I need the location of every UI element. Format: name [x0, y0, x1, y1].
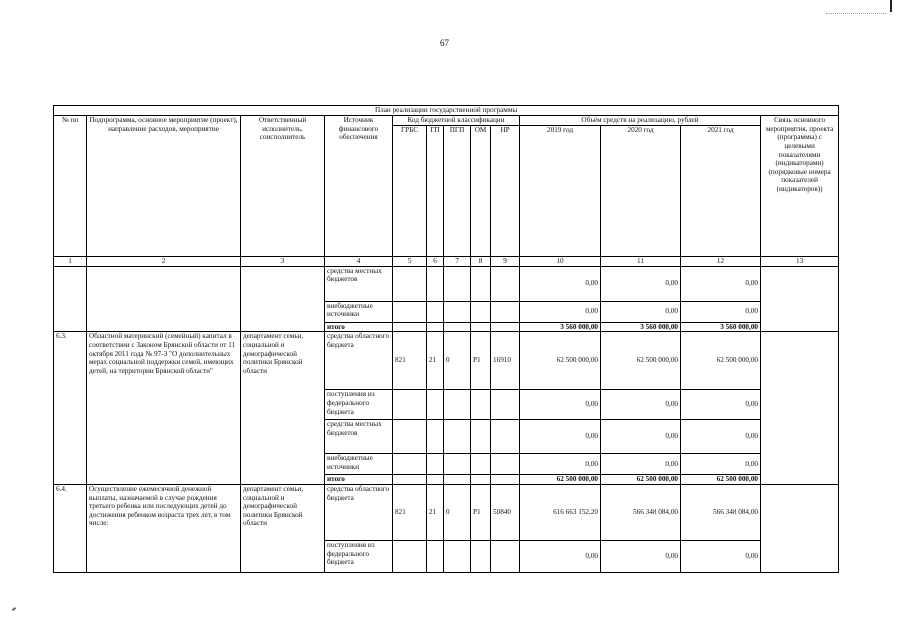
amount-2021: 0,00	[681, 301, 761, 322]
col-number: 8	[471, 257, 491, 267]
item-number: 6.3.	[54, 332, 87, 485]
item-responsible: департамент семьи, социальной и демографической политики Брянской области	[241, 332, 325, 485]
amount-2019: 0,00	[520, 266, 601, 301]
amount-2019: 0,00	[520, 301, 601, 322]
amount-2021: 0,00	[681, 420, 761, 454]
prev-name-cell	[87, 266, 241, 332]
amount-2020: 0,00	[601, 301, 681, 322]
plan-table	[53, 105, 839, 573]
header-gp: ГП	[427, 126, 444, 257]
page-number: 67	[440, 38, 449, 48]
header-2019: 2019 год	[520, 126, 601, 257]
amount-2019: 0,00	[520, 420, 601, 454]
header-pgp: ПГП	[444, 126, 471, 257]
amount-2021: 0,00	[681, 390, 761, 420]
amount-2021: 62 500 000,00	[681, 332, 761, 390]
header-budget-code: Код бюджетной классификации	[393, 116, 520, 126]
om-code: Р1	[471, 484, 491, 540]
item-name: Осуществление ежемесячной денежной выплаты, назначаемой в случае рождения третьего ребенка или последующих детей до достижения ребенком возраста трех лет, в том числе:	[87, 484, 241, 572]
amount-2021: 0,00	[681, 266, 761, 301]
source-cell: внебюджетные источники	[325, 301, 393, 322]
col-number: 3	[241, 257, 325, 267]
source-cell: средства местных бюджетов	[325, 266, 393, 301]
total-label: итого	[325, 475, 393, 485]
total-2019: 62 500 000,00	[520, 475, 601, 485]
header-num: № пп	[54, 116, 87, 257]
grbs-code: 821	[393, 332, 427, 390]
source-cell: поступления из федерального бюджета	[325, 540, 393, 572]
scan-mark	[890, 0, 892, 12]
header-volume: Объём средств на реализацию, рублей	[520, 116, 761, 126]
amount-2019: 0,00	[520, 390, 601, 420]
om-code: Р1	[471, 332, 491, 390]
prev-num-cell	[54, 266, 87, 332]
header-om: ОМ	[471, 126, 491, 257]
col-number: 5	[393, 257, 427, 267]
amount-2021: 0,00	[681, 454, 761, 475]
source-cell: средства местных бюджетов	[325, 420, 393, 454]
amount-2021: 0,00	[681, 540, 761, 572]
amount-2020: 566 348 084,00	[601, 484, 681, 540]
amount-2019: 0,00	[520, 540, 601, 572]
np-code: 16910	[491, 332, 520, 390]
gp-code: 21	[427, 484, 444, 540]
item-name: Областной материнский (семейный) капитал в соответствии с Законом Брянской области от 11 октября 2011 года № 97-З "О дополнительных мерах социальной поддержки семей, имеющих детей, на территории Брянской области"	[87, 332, 241, 485]
col-number: 4	[325, 257, 393, 267]
link-cell	[761, 484, 839, 572]
total-2019: 3 560 000,00	[520, 322, 601, 332]
col-number: 10	[520, 257, 601, 267]
source-cell: внебюджетные источники	[325, 454, 393, 475]
np-code: 50840	[491, 484, 520, 540]
amount-2020: 0,00	[601, 454, 681, 475]
col-number: 13	[761, 257, 839, 267]
col-number: 7	[444, 257, 471, 267]
amount-2019: 0,00	[520, 454, 601, 475]
total-2021: 3 560 000,00	[681, 322, 761, 332]
amount-2020: 0,00	[601, 540, 681, 572]
prev-responsible-cell	[241, 266, 325, 332]
pgp-code: 0	[444, 332, 471, 390]
col-number: 11	[601, 257, 681, 267]
amount-2021: 566 348 084,00	[681, 484, 761, 540]
header-grbs: ГРБС	[393, 126, 427, 257]
scan-dots	[826, 13, 886, 14]
col-number: 2	[87, 257, 241, 267]
header-2021: 2021 год	[681, 126, 761, 257]
header-source: Источник финансового обеспечения	[325, 116, 393, 257]
gp-code: 21	[427, 332, 444, 390]
col-number: 9	[491, 257, 520, 267]
amount-2020: 0,00	[601, 420, 681, 454]
item-number: 6.4.	[54, 484, 87, 572]
item-responsible: департамент семьи, социальной и демографической политики Брянской области	[241, 484, 325, 572]
amount-2019: 62 500 000,00	[520, 332, 601, 390]
total-label: итого	[325, 322, 393, 332]
link-cell	[761, 266, 839, 332]
amount-2020: 0,00	[601, 390, 681, 420]
header-2020: 2020 год	[601, 126, 681, 257]
source-cell: средства областного бюджета	[325, 332, 393, 390]
col-number: 12	[681, 257, 761, 267]
amount-2019: 616 663 152,20	[520, 484, 601, 540]
amount-2020: 0,00	[601, 266, 681, 301]
header-responsible: Ответственный исполнитель, соисполнитель	[241, 116, 325, 257]
pgp-code: 0	[444, 484, 471, 540]
source-cell: поступления из федерального бюджета	[325, 390, 393, 420]
col-number: 1	[54, 257, 87, 267]
header-np: НР	[491, 126, 520, 257]
table-title: План реализации государственной программы	[54, 106, 839, 116]
link-cell	[761, 332, 839, 485]
grbs-code: 821	[393, 484, 427, 540]
scan-speck	[12, 607, 16, 611]
total-2020: 3 560 000,00	[601, 322, 681, 332]
total-2021: 62 500 000,00	[681, 475, 761, 485]
col-number: 6	[427, 257, 444, 267]
header-link: Связь основного мероприятия, проекта (программы) с целевыми показателями (индикаторами) (порядковые номера показателей (индикаторов))	[761, 116, 839, 257]
header-subprogram: Подпрограмма, основное мероприятие (проект), направление расходов, мероприятие	[87, 116, 241, 257]
source-cell: средства областного бюджета	[325, 484, 393, 540]
amount-2020: 62 500 000,00	[601, 332, 681, 390]
total-2020: 62 500 000,00	[601, 475, 681, 485]
